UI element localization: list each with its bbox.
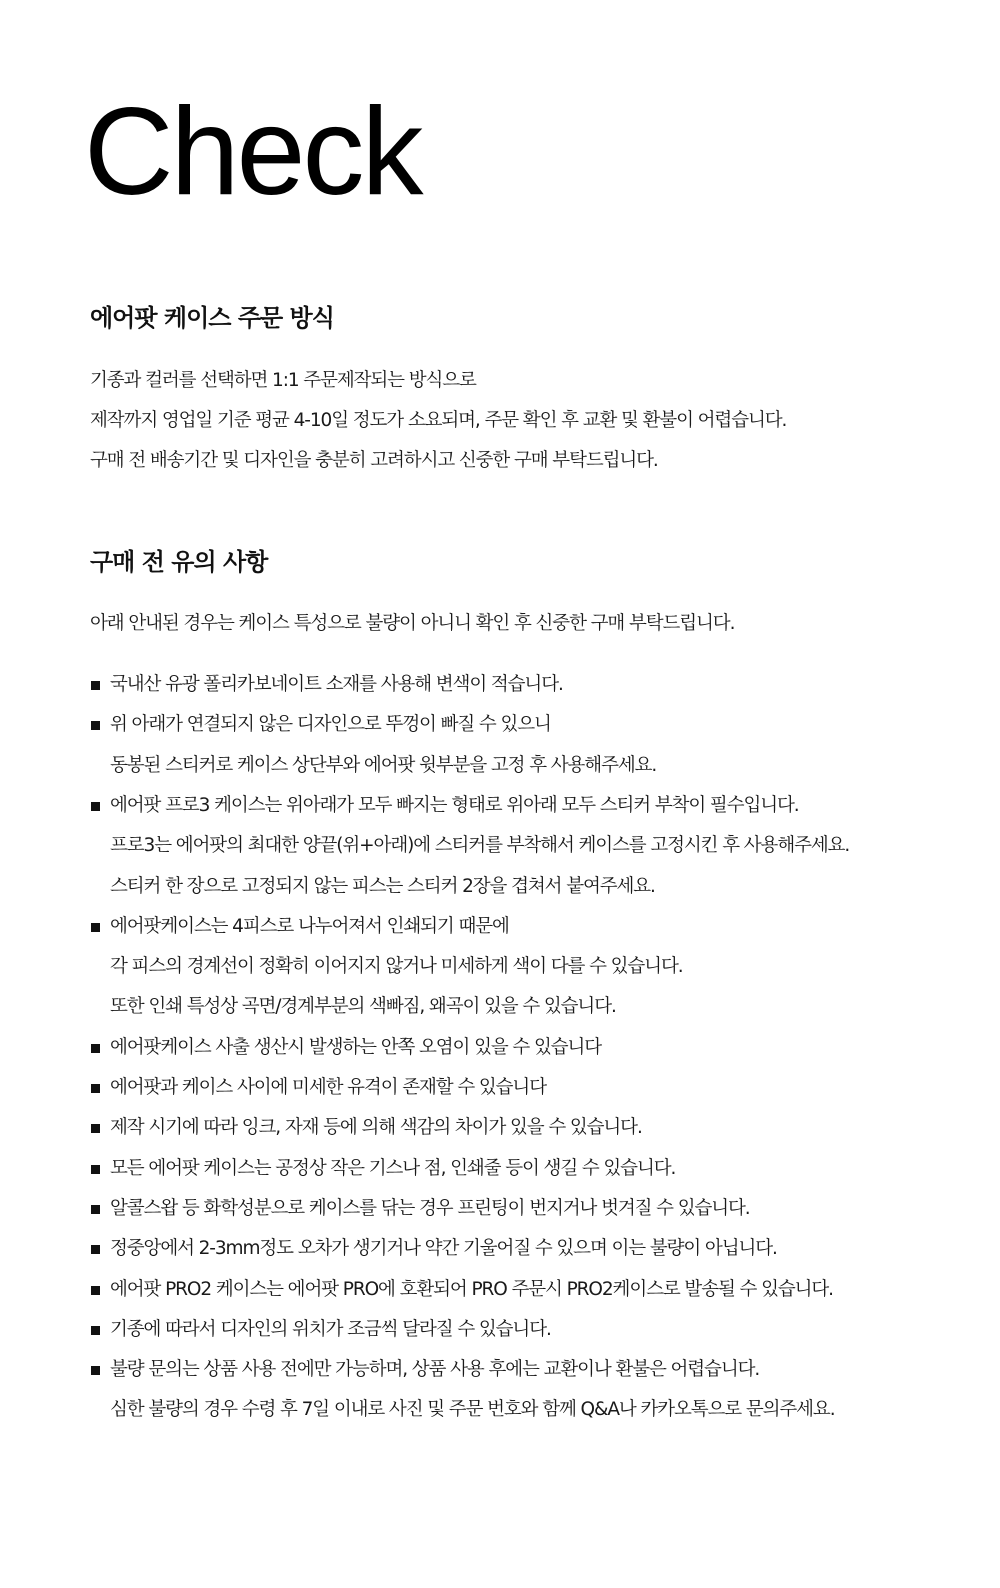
bullet-square-icon bbox=[91, 721, 100, 730]
notice-item-line: 정중앙에서 2-3mm정도 오차가 생기거나 약간 기울어질 수 있으며 이는 불량이 아닙니다. bbox=[110, 1238, 777, 1260]
bullet-square-icon bbox=[91, 802, 100, 811]
bullet-square-icon bbox=[91, 1205, 100, 1214]
bullet-square-icon bbox=[91, 1366, 100, 1375]
notice-item-line: 에어팟 프로3 케이스는 위아래가 모두 빠지는 형태로 위아래 모두 스티커 부착이 필수입니다. bbox=[110, 794, 799, 816]
notice-item-line: 에어팟과 케이스 사이에 미세한 유격이 존재할 수 있습니다 bbox=[110, 1077, 546, 1098]
bullet-square-icon bbox=[91, 1286, 100, 1295]
notice-item-line: 또한 인쇄 특성상 곡면/경계부분의 색빠짐, 왜곡이 있을 수 있습니다. bbox=[110, 996, 616, 1018]
bullet-square-icon bbox=[91, 923, 100, 932]
notice-item-line: 각 피스의 경계선이 정확히 이어지지 않거나 미세하게 색이 다를 수 있습니다. bbox=[110, 956, 683, 978]
notice-item-line: 불량 문의는 상품 사용 전에만 가능하며, 상품 사용 후에는 교환이나 환불은 어렵습니다. bbox=[110, 1359, 760, 1381]
notice-item-line: 프로3는 에어팟의 최대한 양끝(위+아래)에 스티커를 부착해서 케이스를 고정시킨 후 사용해주세요. bbox=[110, 835, 850, 857]
order-method-heading: 에어팟 케이스 주문 방식 bbox=[90, 304, 334, 332]
notice-item-line: 심한 불량의 경우 수령 후 7일 이내로 사진 및 주문 번호와 함께 Q&A나 카카오톡으로 문의주세요. bbox=[110, 1399, 835, 1421]
order-method-line: 제작까지 영업일 기준 평균 4-10일 정도가 소요되며, 주문 확인 후 교환 및 환불이 어렵습니다. bbox=[90, 410, 787, 431]
bullet-square-icon bbox=[91, 1165, 100, 1174]
notice-item-line: 에어팟 PRO2 케이스는 에어팟 PRO에 호환되어 PRO 주문시 PRO2케이스로 발송될 수 있습니다. bbox=[110, 1278, 833, 1300]
bullet-square-icon bbox=[91, 681, 100, 690]
page-title: Check bbox=[84, 83, 421, 221]
bullet-square-icon bbox=[91, 1326, 100, 1335]
order-method-line: 구매 전 배송기간 및 디자인을 충분히 고려하시고 신중한 구매 부탁드립니다. bbox=[90, 450, 658, 471]
notice-item-line: 국내산 유광 폴리카보네이트 소재를 사용해 변색이 적습니다. bbox=[110, 674, 563, 695]
order-method-line: 기종과 컬러를 선택하면 1:1 주문제작되는 방식으로 bbox=[90, 370, 476, 391]
bullet-square-icon bbox=[91, 1245, 100, 1254]
notice-item-line: 기종에 따라서 디자인의 위치가 조금씩 달라질 수 있습니다. bbox=[110, 1318, 551, 1340]
notice-item-line: 동봉된 스티커로 케이스 상단부와 에어팟 윗부분을 고정 후 사용해주세요. bbox=[110, 754, 657, 776]
bullet-square-icon bbox=[91, 1044, 100, 1053]
notice-item-line: 스티커 한 장으로 고정되지 않는 피스는 스티커 2장을 겹쳐서 붙여주세요. bbox=[110, 875, 655, 897]
bullet-square-icon bbox=[91, 1084, 100, 1093]
notice-item-line: 제작 시기에 따라 잉크, 자재 등에 의해 색감의 차이가 있을 수 있습니다. bbox=[110, 1117, 642, 1139]
notice-item-line: 알콜스왑 등 화학성분으로 케이스를 닦는 경우 프린팅이 번지거나 벗겨질 수 있습니다. bbox=[110, 1197, 750, 1219]
notice-heading: 구매 전 유의 사항 bbox=[90, 548, 268, 576]
notice-intro: 아래 안내된 경우는 케이스 특성으로 불량이 아니니 확인 후 신중한 구매 부탁드립니다. bbox=[90, 613, 735, 634]
notice-item-line: 에어팟케이스는 4피스로 나누어져서 인쇄되기 때문에 bbox=[110, 915, 509, 937]
bullet-square-icon bbox=[91, 1124, 100, 1133]
notice-item-line: 위 아래가 연결되지 않은 디자인으로 뚜껑이 빠질 수 있으니 bbox=[110, 714, 551, 736]
notice-item-line: 모든 에어팟 케이스는 공정상 작은 기스나 점, 인쇄줄 등이 생길 수 있습니다. bbox=[110, 1157, 676, 1179]
notice-item-line: 에어팟케이스 사출 생산시 발생하는 안쪽 오염이 있을 수 있습니다 bbox=[110, 1036, 602, 1058]
